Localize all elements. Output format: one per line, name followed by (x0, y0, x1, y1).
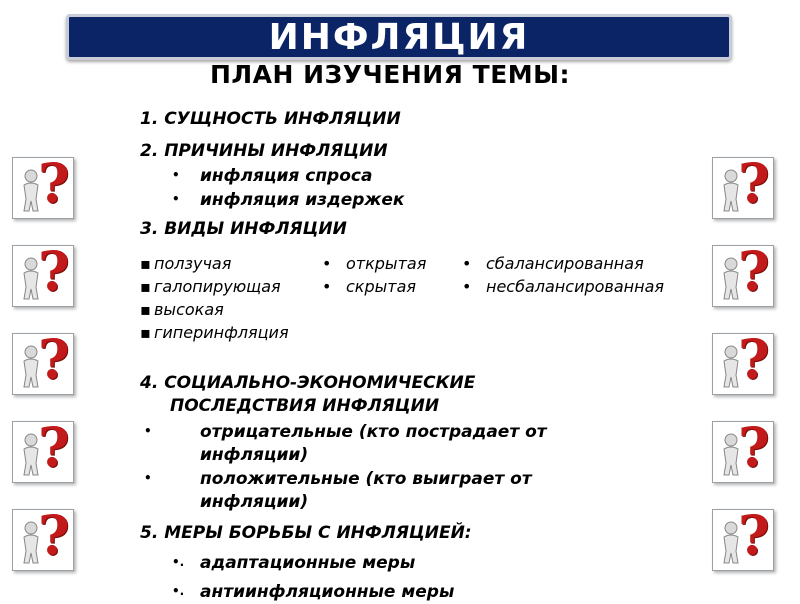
question-mark-icon: ? (712, 245, 774, 307)
list-item: • положительные (кто выиграет от инфляции) (144, 469, 532, 512)
dot-bullet-icon: • (322, 254, 332, 273)
check-bullet-icon: • (172, 168, 180, 182)
list-item: • несбалансированная (462, 277, 664, 296)
square-bullet-icon: ▪ (140, 254, 151, 273)
question-mark-icon: ? (712, 157, 774, 219)
check-bullet-icon: • (144, 471, 152, 485)
list-item: • отрицательные (кто пострадает от инфляции) (144, 422, 547, 465)
question-mark-icon: ? (712, 509, 774, 571)
list-item: • инфляция издержек (172, 190, 405, 210)
section-3-heading: 3. ВИДЫ ИНФЛЯЦИИ (140, 219, 347, 239)
section-2-heading: 2. ПРИЧИНЫ ИНФЛЯЦИИ (140, 141, 388, 161)
inflation-types-column-3 (462, 252, 694, 298)
question-mark-icon: ? (712, 421, 774, 483)
list-item: ▪ гиперинфляция (140, 323, 289, 342)
inflation-types-column-2 (322, 252, 440, 298)
inflation-types-column-1 (140, 252, 305, 344)
title-banner (66, 14, 732, 60)
check-bullet-icon: • (172, 192, 180, 206)
page-title: ИНФЛЯЦИЯ (268, 16, 530, 58)
dot-bullet-icon: • (462, 254, 472, 273)
list-item: •. адаптационные меры (172, 553, 416, 573)
list-item: •. антиинфляционные меры (172, 582, 455, 602)
question-mark-icon: ? (12, 421, 74, 483)
list-item: ▪ ползучая (140, 254, 232, 273)
square-bullet-icon: ▪ (140, 300, 151, 319)
dot-bullet-icon: •. (172, 555, 185, 569)
question-mark-icon: ? (12, 245, 74, 307)
section-4-heading: 4. СОЦИАЛЬНО-ЭКОНОМИЧЕСКИЕ (140, 373, 476, 393)
question-mark-icon: ? (712, 333, 774, 395)
dot-bullet-icon: • (322, 277, 332, 296)
square-bullet-icon: ▪ (140, 323, 151, 342)
dot-bullet-icon: •. (172, 584, 185, 598)
question-mark-icon: ? (12, 509, 74, 571)
list-item: • инфляция спроса (172, 166, 373, 186)
list-item: ▪ галопирующая (140, 277, 281, 296)
list-item: • открытая (322, 254, 427, 273)
question-mark-icon: ? (12, 157, 74, 219)
subtitle: ПЛАН ИЗУЧЕНИЯ ТЕМЫ: (209, 60, 571, 89)
section-4-heading-line-2: ПОСЛЕДСТВИЯ ИНФЛЯЦИИ (170, 396, 440, 416)
section-1-heading: 1. СУЩНОСТЬ ИНФЛЯЦИИ (140, 109, 401, 129)
question-mark-icon: ? (12, 333, 74, 395)
check-bullet-icon: • (144, 424, 152, 438)
square-bullet-icon: ▪ (140, 277, 151, 296)
list-item: ▪ высокая (140, 300, 224, 319)
dot-bullet-icon: • (462, 277, 472, 296)
list-item: • скрытая (322, 277, 416, 296)
section-5-heading: 5. МЕРЫ БОРЬБЫ С ИНФЛЯЦИЕЙ: (140, 523, 472, 543)
list-item: • сбалансированная (462, 254, 644, 273)
